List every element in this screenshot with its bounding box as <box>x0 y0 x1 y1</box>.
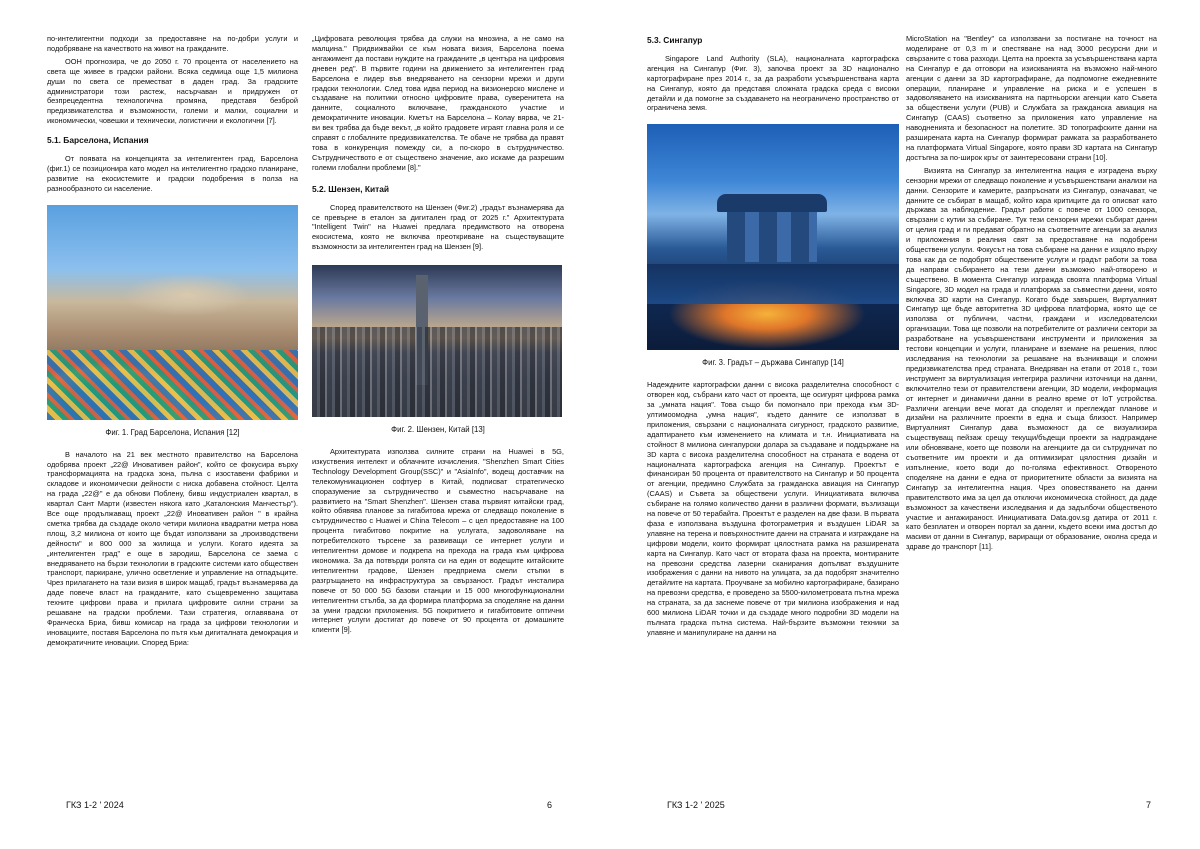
figure-2-caption: Фиг. 2. Шензен, Китай [13] <box>391 425 485 435</box>
footer-journal-right: ГКЗ 1-2 ' 2025 <box>667 800 725 810</box>
figure-1-caption: Фиг. 1. Град Барселона, Испания [12] <box>105 427 240 437</box>
footer-journal-left: ГКЗ 1-2 ' 2024 <box>66 800 124 810</box>
shenzhen-photo <box>312 265 562 417</box>
right-page-column-4 <box>906 34 1157 555</box>
footer-page-number-right: 7 <box>1146 800 1152 810</box>
paragraph-vision: Визията на Сингапур за интелигентна нация е изградена върху сензорни мрежи от следващо поколение и усъвършенствани анализи на данни. Сензорите и камерите, разпръснати из Сингапур, означават, че данните се събират в мащаб, който кара критиците да го описват като държава за наблюдение. Градът работи с повече от 1000 сензора, свързани с кутии за събиране. Тук тези сензорни мрежи събират данни от целия град и ги предават обратно на съответните агенции за анализ и приложения в реалния свят за предоставяне на подобрени обществени услуги. Фокусът на това събиране на данни е изцяло върху това как да се подобрят обществените услуги и градът работи за това да направи събирането на тези данни възможно най-отворено и съществено. В момента Сингапур изгражда своята платформа Virtual Singapore, 3D модел на града и платформа за съвместни данни, която включва 3D карти на Сингапур. Когато бъде завършен, Виртуалният Сингапур ще бъде авторитетна 3D цифрова платформа, която ще се използва от публични, частни, граждани и изследователски организации. Това ще позволи на потребителите от различни сектори за разработване на усъвършенствани инструменти и приложения за тестови концепции и услуги, планиране и вземане на решения, плюс изследвания на технологии за решаване на възникващи и сложни предизвикателства пред страната. Внедряван на етапи от 2018 г., този инструмент за виртуализация интегрира различни източници на данни, включително тези от правителствени агенции, 3D модели, информация от интернет и динамични данни в реално време от IoT устройства. Различни агенции вече могат да споделят и преглеждат планове и дизайни на различните проекти в една и съща близост. Например Виртуалният Сингапур дава възможност да се визуализира съществуващ пейзаж срещу текущи/бъдещи проекти за надграждане или обновяване, което ще позволи на агенциите да си сътрудничат по съответните им проекти и да оптимизират цялостния дизайн и изпълнение, което води до по-голяма ефективност. Отвореното споделяне на данни е една от приоритетните области за визията на Сингапур за интелигентна нация. Чрез оповестяването на данни правителството има за цел да отключи икономическа стойност, да даде възможност за качествени изследвания и да задълбочи общественото участие и ангажираност. Инициативата Data.gov.sg датира от 2011 г. като безплатен и отворен портал за данни, където всеки има достъп до масиви от данни в Сингапур, вариращи от образование, околна среда и здраве до транспорт [11]. <box>906 165 1157 552</box>
paragraph-sla: Singapore Land Authority (SLA), националната картографска агенция на Сингапур (Фиг. 3), започва проект за 3D национално картографиране през 2014 г., за да разработи усъвършенствана карта на Сингапур, която да представя сложната градска среда с високи детайли и да помогне за създаването на неограничено пространство от ограничена земя. <box>647 53 899 113</box>
left-page-column-1 <box>47 34 298 651</box>
paragraph-quote: „Цифровата революция трябва да служи на мнозина, а не само на малцина." Придвижвайки се към новата визия, Барселона поема ангажимент да постави нуждите на гражданите „в центъра на цифровия дневен ред". В първите години на движението за интелигентен град Барселона е лидер във внедряването на сензорни мрежи и други градски технологии. След това идва период на визионерско мислене и създаване на политики относно цифровите права, суверенитета на данните, социалното включване, гражданското участие и демократичните иновации. Кметът на Барселона – Колау вярва, че 21-ви век трябва да бъде векът, „в който градовете играят главна роля и се справят с глобалните предизвикателства. Те обаче не трябва да правят това в конкуренция помежду си, а по-скоро в сътрудничество. Сътрудничеството е от съществено значение, ако искаме да разрешим големи глобални проблеми [8]." <box>312 34 564 172</box>
paragraph-microstation: MicroStation на "Bentley" са използвани за постигане на точност на моделиране от 0,3 m и спестяване на над 3000 ресурсни дни и свързаните с това разходи. Целта на проекта за усъвършенствана карта на Сингапур е да отговори на изискванията на възможно най-много агенции с данни за 3D картографиране, да подпомогне ежедневните операции, планиране и управление на риска и е успешен в задоволяването на изискванията на партньорски агенции като Съвета за обществени услуги (PUB) и Службата за гражданска авиация на Сингапур (CAAS) съответно за приложения като управление на наводненията и безопасност на полетите. 3D топографските данни на разширената карта на Сингапур формират рамката за разработването на платформата Virtual Singapore, която прави 3D картата на Сингапур достъпна за по-широк кръг от заинтересовани страни [10]. <box>906 34 1157 162</box>
section-heading-shenzhen: 5.2. Шензен, Китай <box>312 183 390 194</box>
section-heading-singapore: 5.3. Сингапур <box>647 35 703 45</box>
section-heading-barcelona: 5.1. Барселона, Испания <box>47 135 149 146</box>
paragraph-22-district: В началото на 21 век местното правителство на Барселона одобрява проект „22@ Иновативен район", който се фокусира върху трансформацията на градска зона, пълна с изоставени фабрики и складове и икономически дейности с ниска добавена стойност. Целта на града „22@" е да обнови Поблену, бивш индустриален квартал, в квартал Сант Марти (известен някога като „Каталонския Манчестър"). Все още продължаващ проект „22@ Иновативен район " в крайна сметка трябва да създаде около четири милиона квадратни метра нова площ, 3,2 милиона от които ще бъдат използвани за „производствени дейности" и 800 000 за жилища и услуги. Когато идеята за „интелигентен град" е още в зародиш, Барселона се заема с внедряването на бързи технологии в градските системи като обществен транспорт, паркиране, улично осветление и управление на отпадъците. Чрез прилагането на тази визия в широк мащаб, градът възнамерява да даде повече власт на гражданите, като същевременно защитава техните цифрови права и прилага цифровите силни страни за решаване на градски проблеми. Тази стратегия, оглавявана от Франческа Бриа, бивш комисар на града за цифрови технологии и иновациите, поставя Барселона по пътя към дигиталната демокрация и демократичните иновации. Според Бриа: <box>47 449 298 647</box>
barcelona-photo <box>47 205 298 420</box>
paragraph-shenzhen: Според правителството на Шензен (Фиг.2) „градът възнамерява да се превърне в еталон за дигитален град от 2025 г." Архитектурата "Intelligent Twin" на Huawei предлага предимството на отворена екосистема, която не включва преоткриване на съществуващите възможности за интелигентен град на Шензен [9]. <box>312 202 564 252</box>
paragraph-architecture: Архитектурата използва силните страни на Huawei в 5G, изкуствения интелект и облачните изчисления. "Shenzhen Smart Cities Technology Development Group(SSC)" и "AsiaInfo", водещ доставчик на телекомуникационен софтуер в Китай, подписват стратегическо споразумение за сътрудничество и съвместно насърчаване на развитието на "Smart Shenzhen". Шензен става първият китайски град, който обявява плановe за гигабитова мрежа от следващо поколение в сътрудничество с Huawei и China Telecom – с цел предоставяне на 100 процента гигабитово покритие на услугата, задоволяване на потребителското търсене за развиващи се интернет услуги и интелигентни домове и подкрепа на прехода на града към цифрова икономика. За да потвърди ролята си на един от водещите китайските интелигентни градове, Шензен предприема смели стъпки в разгръщането на инфраструктура за свързаност. Градът инсталира повече от 50 000 5G базови станции и 15 000 многофункционални интелигентни стълба, за да формира платформа за споделяне на данни за умни градски приложения. 5G покритието и гигабитовите оптични интернет услуги достигат до повече от 90 процента от домашните клиенти [9]. <box>312 447 564 635</box>
right-page-column-3 <box>647 34 899 641</box>
figure-3-caption: Фиг. 3. Градът – държава Сингапур [14] <box>702 358 844 368</box>
singapore-photo <box>647 124 899 350</box>
footer-page-number-left: 6 <box>547 800 553 810</box>
paragraph-oon: ООН прогнозира, че до 2050 г. 70 процента от населението на света ще живее в градски райони. Всяка седмица още 1,5 милиона души по света се преместват в даден град. За градските администратори този растеж, насърчаван и придружен от безпрецедентна технологична промяна, представя безброй предизвикателства и възможности, големи и малки, социални и икономически, човешки и технически, логистични и екологични [7]. <box>47 56 298 126</box>
left-page-column-2 <box>312 34 564 638</box>
paragraph-intro: по-интелигентни подходи за предоставяне на по-добри услуги и подобряване на качеството на живот на гражданите. <box>47 34 298 53</box>
paragraph-barcelona: От появата на концепцията за интелигентен град, Барселона (фиг.1) се позиционира като модел на интелигентно градско планиране, развитие на екосистемите и градски подобрения в полза на разнообразното си население. <box>47 154 298 193</box>
paragraph-data: Надеждните картографски данни с висока разделителна способност с отворен код, събрани като част от проекта, ще осигурят цифрова рамка за „умната нация". Това също би помогнало при прехода към 3D-ултимоомодна „умна нация", където данните се използват в приложения, свързани с националната сигурност, градското развитие, адаптирането към изменението на климата и т.н. Инициативата на стойност 8 милиона сингапурски долара за създаване и поддържане на 3D карта с висока разделителна способност на страната е водена от националната картографска агенция на Сингапур. Проектът е финансиран 50 процента от правителството на Сингапур и 50 процента от агенции, предимно Службата за гражданска авиация на Сингапур (CAAS) и Съвета за обществени услуги. Инициативата включва събиране на голямо количество данни в различни формати, възлизащи на повече от 50 терабайта. Проектът е разделен на две фази. В първата фаза е използвана въздушна фотограметрия и въздушен LiDAR за улавяне на терена и повърхностните данни на страната и изграждане на цифрови модели, които формират цялостната рамка на разширената карта на Сингапур. Като част от втората фаза на проекта, монтираните на превозни средства лазерни сканирания допълват въздушните изображения с данни на нивото на улицата, за да подобрят значително детайлите на картата. Проучване за мобилно картографиране, базирано на превозни средства, е проведено за 5500-километровата пътна мрежа на страната, за да заснеме повече от три милиона изображения и над 600 милиона LiDAR точки и да създаде много подробни 3D модели на пълната градска пътна система. Най-бързите възможни техники за улавяне и манипулиране на данни на <box>647 380 899 637</box>
